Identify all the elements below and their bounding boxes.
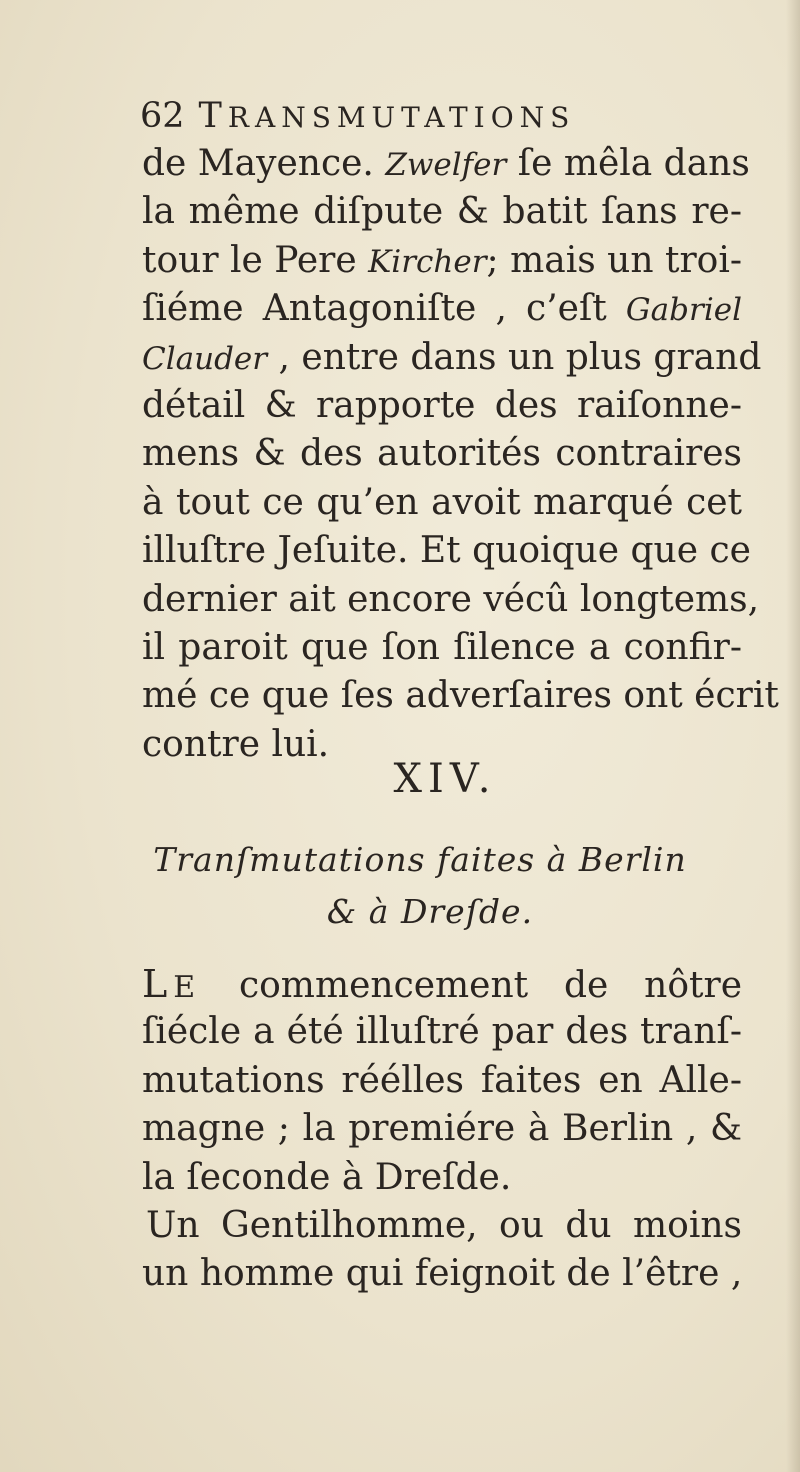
paragraph-3	[142, 1202, 742, 1299]
text-line: la même diſpute & batit ſans re-	[142, 191, 742, 233]
text-line: contre lui.	[142, 723, 330, 765]
text-line: à tout ce qu’en avoit marqué cet	[142, 481, 742, 523]
italic-name: Gabriel	[625, 292, 742, 329]
text-line: un homme qui feignoit de l’être ,	[142, 1253, 743, 1295]
text-line: mutations réélles faites en Alle-	[142, 1059, 742, 1101]
text-line: magne ; la premiére à Berlin , &	[142, 1108, 742, 1150]
text-line: LE commencement de nôtre	[142, 962, 742, 1006]
paragraph-1	[142, 140, 779, 769]
section-subtitle-line-2: & à Dreſde.	[326, 892, 534, 931]
running-header	[140, 96, 660, 140]
text-line: ſiéme Antagoniſte , c’eſt Gabriel	[142, 288, 742, 330]
text-line: dernier ait encore vécû longtems,	[142, 578, 760, 620]
text-line: Clauder , entre dans un plus grand	[142, 336, 762, 378]
italic-name: Kircher	[368, 243, 487, 280]
section-number: XIV.	[393, 756, 497, 802]
page-number: 62	[140, 96, 185, 136]
small-capital: E	[173, 970, 196, 1005]
text-line: tour le Pere Kircher; mais un troi-	[142, 239, 742, 281]
text-line: mé ce que ſes adverſaires ont écrit	[142, 675, 779, 717]
page-edge-shadow	[786, 0, 800, 1472]
section-subtitle-line-1: Tranſmutations faites à Berlin	[153, 840, 687, 879]
text-line: ſiécle a été illuſtré par des tranſ-	[142, 1011, 742, 1053]
text-line: la ſeconde à Dreſde.	[142, 1156, 512, 1198]
running-title-initial: T	[198, 96, 228, 136]
text-line: Un Gentilhomme, ou du moins	[146, 1205, 742, 1246]
text-line: de Mayence. Zwelfer ſe mêla dans	[142, 143, 750, 184]
text-line: illuſtre Jeſuite. Et quoique que ce	[142, 530, 751, 572]
running-title: RANSMUTATIONS	[227, 101, 576, 134]
text-line: il paroit que ſon ſilence a confir-	[142, 626, 742, 668]
initial-capital: L	[142, 962, 174, 1006]
text-line: mens & des autorités contraires	[142, 433, 742, 475]
italic-name: Clauder	[142, 340, 268, 377]
text-line: détail & rapporte des raiſonne-	[142, 384, 742, 426]
paragraph-2	[142, 960, 742, 1202]
italic-name: Zwelfer	[385, 147, 507, 183]
